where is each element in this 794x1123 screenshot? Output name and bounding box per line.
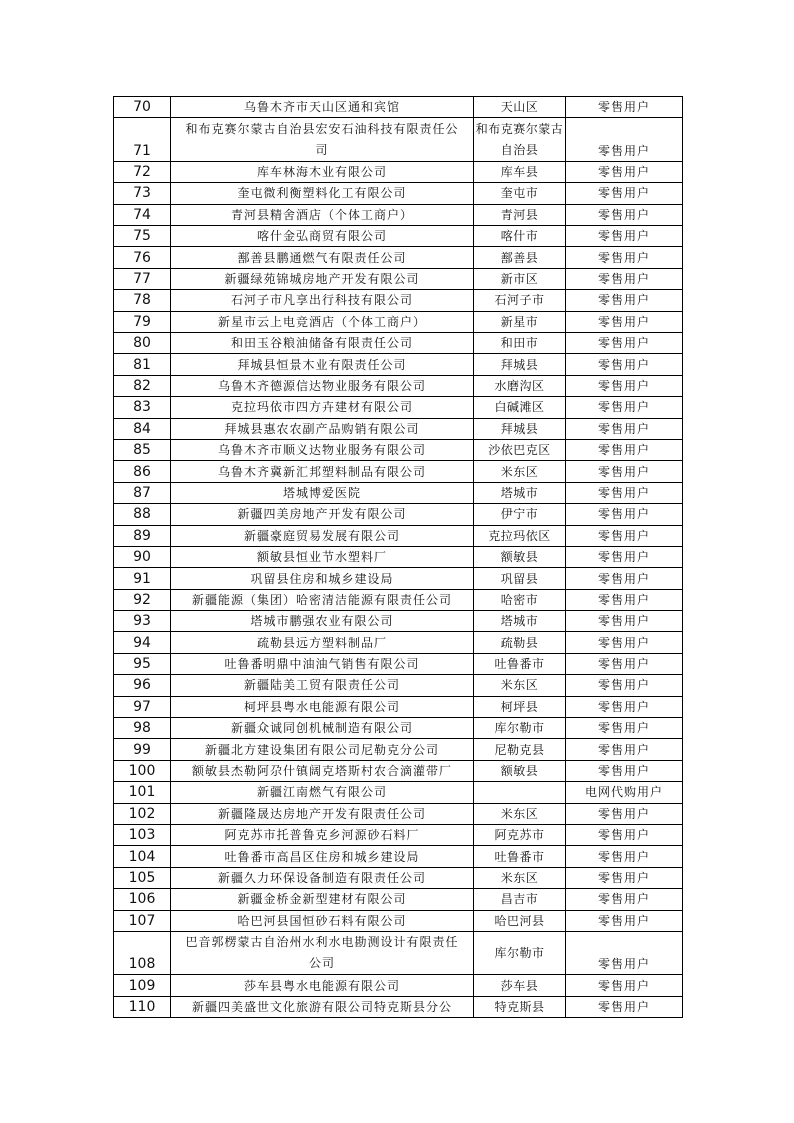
- user-type: 零售用户: [566, 931, 683, 975]
- company-name: 拜城县惠农农副产品购销有限公司: [171, 418, 474, 439]
- company-name: 塔城市鹏强农业有限公司: [171, 611, 474, 632]
- district: 疏勒县: [474, 632, 566, 653]
- row-number: 70: [114, 97, 171, 118]
- user-type: 零售用户: [566, 718, 683, 739]
- table-row: [114, 204, 683, 225]
- row-number: 86: [114, 461, 171, 482]
- user-type: 零售用户: [566, 183, 683, 204]
- table-row: [114, 525, 683, 546]
- user-type: 零售用户: [566, 97, 683, 118]
- company-name: 吐鲁番市高昌区住房和城乡建设局: [171, 846, 474, 867]
- district: 哈密市: [474, 589, 566, 610]
- company-name: 额敏县恒业节水塑料厂: [171, 546, 474, 567]
- district: 米东区: [474, 461, 566, 482]
- table-row: [114, 161, 683, 182]
- user-type: 零售用户: [566, 311, 683, 332]
- district: 特克斯县: [474, 996, 566, 1017]
- company-name: 新疆众诚同创机械制造有限公司: [171, 718, 474, 739]
- table-row: [114, 97, 683, 118]
- user-type: 零售用户: [566, 226, 683, 247]
- district: 克拉玛依区: [474, 525, 566, 546]
- user-type: 零售用户: [566, 846, 683, 867]
- user-list-body: [114, 97, 683, 1018]
- row-number: 71: [114, 118, 171, 162]
- user-type: 零售用户: [566, 568, 683, 589]
- user-type: 零售用户: [566, 611, 683, 632]
- table-row: [114, 803, 683, 824]
- company-name: 新疆陆美工贸有限责任公司: [171, 675, 474, 696]
- row-number: 89: [114, 525, 171, 546]
- company-name: 新疆江南燃气有限公司: [171, 782, 474, 803]
- row-number: 91: [114, 568, 171, 589]
- row-number: 107: [114, 910, 171, 931]
- table-row: [114, 183, 683, 204]
- user-type: 零售用户: [566, 589, 683, 610]
- company-name: 疏勒县远方塑料制品厂: [171, 632, 474, 653]
- user-list-table: [113, 96, 683, 1018]
- district: 和布克赛尔蒙古自治县: [474, 118, 566, 162]
- table-row: [114, 311, 683, 332]
- row-number: 77: [114, 268, 171, 289]
- district: 喀什市: [474, 226, 566, 247]
- table-row: [114, 825, 683, 846]
- district: 米东区: [474, 803, 566, 824]
- district: 哈巴河县: [474, 910, 566, 931]
- row-number: 76: [114, 247, 171, 268]
- user-type: 零售用户: [566, 354, 683, 375]
- district: 莎车县: [474, 975, 566, 996]
- row-number: 98: [114, 718, 171, 739]
- table-row: [114, 247, 683, 268]
- user-type: 零售用户: [566, 525, 683, 546]
- row-number: 101: [114, 782, 171, 803]
- district: 白碱滩区: [474, 397, 566, 418]
- row-number: 92: [114, 589, 171, 610]
- row-number: 93: [114, 611, 171, 632]
- company-name: 莎车县粤水电能源有限公司: [171, 975, 474, 996]
- user-type: 电网代购用户: [566, 782, 683, 803]
- district: 新市区: [474, 268, 566, 289]
- company-name: 吐鲁番明鼎中油油气销售有限公司: [171, 653, 474, 674]
- row-number: 110: [114, 996, 171, 1017]
- company-name: 喀什金弘商贸有限公司: [171, 226, 474, 247]
- table-row: [114, 226, 683, 247]
- district: 奎屯市: [474, 183, 566, 204]
- row-number: 95: [114, 653, 171, 674]
- district: 库尔勒市: [474, 931, 566, 975]
- table-row: [114, 611, 683, 632]
- row-number: 100: [114, 760, 171, 781]
- company-name: 和布克赛尔蒙古自治县宏安石油科技有限责任公司: [171, 118, 474, 162]
- table-row: [114, 568, 683, 589]
- district: 天山区: [474, 97, 566, 118]
- company-name: 克拉玛依市四方卉建材有限公司: [171, 397, 474, 418]
- district: 塔城市: [474, 611, 566, 632]
- row-number: 105: [114, 867, 171, 888]
- company-name: 塔城博爱医院: [171, 482, 474, 503]
- district: 青河县: [474, 204, 566, 225]
- table-row: [114, 910, 683, 931]
- district: 库车县: [474, 161, 566, 182]
- user-type: 零售用户: [566, 118, 683, 162]
- table-row: [114, 931, 683, 975]
- company-name: 巴音郭楞蒙古自治州水利水电勘测设计有限责任公司: [171, 931, 474, 975]
- company-name: 乌鲁木齐市顺义达物业服务有限公司: [171, 439, 474, 460]
- user-type: 零售用户: [566, 546, 683, 567]
- table-row: [114, 846, 683, 867]
- user-type: 零售用户: [566, 247, 683, 268]
- row-number: 108: [114, 931, 171, 975]
- company-name: 新疆北方建设集团有限公司尼勒克分公司: [171, 739, 474, 760]
- district: 和田市: [474, 333, 566, 354]
- company-name: 鄯善县鹏通燃气有限责任公司: [171, 247, 474, 268]
- row-number: 96: [114, 675, 171, 696]
- company-name: 乌鲁木齐市天山区通和宾馆: [171, 97, 474, 118]
- district: 米东区: [474, 867, 566, 888]
- user-type: 零售用户: [566, 910, 683, 931]
- user-type: 零售用户: [566, 632, 683, 653]
- user-type: 零售用户: [566, 204, 683, 225]
- table-row: [114, 632, 683, 653]
- table-row: [114, 718, 683, 739]
- district: 额敏县: [474, 546, 566, 567]
- company-name: 新疆绿苑锦城房地产开发有限公司: [171, 268, 474, 289]
- row-number: 90: [114, 546, 171, 567]
- company-name: 新疆金桥金新型建材有限公司: [171, 889, 474, 910]
- user-type: 零售用户: [566, 439, 683, 460]
- user-type: 零售用户: [566, 418, 683, 439]
- district: 尼勒克县: [474, 739, 566, 760]
- district: 水磨沟区: [474, 375, 566, 396]
- row-number: 83: [114, 397, 171, 418]
- table-row: [114, 461, 683, 482]
- user-type: 零售用户: [566, 825, 683, 846]
- company-name: 新疆四美房地产开发有限公司: [171, 504, 474, 525]
- table-row: [114, 333, 683, 354]
- user-type: 零售用户: [566, 975, 683, 996]
- row-number: 81: [114, 354, 171, 375]
- company-name: 柯坪县粤水电能源有限公司: [171, 696, 474, 717]
- row-number: 99: [114, 739, 171, 760]
- table-row: [114, 975, 683, 996]
- district: 新星市: [474, 311, 566, 332]
- district: 阿克苏市: [474, 825, 566, 846]
- user-type: 零售用户: [566, 675, 683, 696]
- district: 巩留县: [474, 568, 566, 589]
- district: 库尔勒市: [474, 718, 566, 739]
- district: 石河子市: [474, 290, 566, 311]
- table-row: [114, 118, 683, 162]
- table-row: [114, 375, 683, 396]
- company-name: 石河子市凡享出行科技有限公司: [171, 290, 474, 311]
- table-row: [114, 653, 683, 674]
- user-type: 零售用户: [566, 803, 683, 824]
- user-type: 零售用户: [566, 397, 683, 418]
- company-name: 乌鲁木齐冀新汇邦塑料制品有限公司: [171, 461, 474, 482]
- company-name: 新疆豪庭贸易发展有限公司: [171, 525, 474, 546]
- user-type: 零售用户: [566, 461, 683, 482]
- district: 伊宁市: [474, 504, 566, 525]
- user-type: 零售用户: [566, 482, 683, 503]
- row-number: 94: [114, 632, 171, 653]
- row-number: 79: [114, 311, 171, 332]
- row-number: 73: [114, 183, 171, 204]
- table-row: [114, 354, 683, 375]
- district: 塔城市: [474, 482, 566, 503]
- company-name: 巩留县住房和城乡建设局: [171, 568, 474, 589]
- table-row: [114, 482, 683, 503]
- district: 柯坪县: [474, 696, 566, 717]
- company-name: 青河县精舍酒店（个体工商户）: [171, 204, 474, 225]
- table-row: [114, 760, 683, 781]
- table-row: [114, 889, 683, 910]
- table-row: [114, 589, 683, 610]
- row-number: 106: [114, 889, 171, 910]
- district: 鄯善县: [474, 247, 566, 268]
- table-row: [114, 439, 683, 460]
- row-number: 75: [114, 226, 171, 247]
- table-row: [114, 739, 683, 760]
- table-row: [114, 867, 683, 888]
- user-type: 零售用户: [566, 333, 683, 354]
- company-name: 新疆能源（集团）哈密清洁能源有限责任公司: [171, 589, 474, 610]
- district: 吐鲁番市: [474, 653, 566, 674]
- user-type: 零售用户: [566, 760, 683, 781]
- user-type: 零售用户: [566, 504, 683, 525]
- company-name: 新疆久力环保设备制造有限责任公司: [171, 867, 474, 888]
- row-number: 87: [114, 482, 171, 503]
- table-row: [114, 504, 683, 525]
- table-row: [114, 418, 683, 439]
- table-row: [114, 675, 683, 696]
- row-number: 78: [114, 290, 171, 311]
- company-name: 额敏县杰勒阿尕什镇阔克塔斯村农合滴灌带厂: [171, 760, 474, 781]
- district: 吐鲁番市: [474, 846, 566, 867]
- row-number: 109: [114, 975, 171, 996]
- row-number: 103: [114, 825, 171, 846]
- row-number: 102: [114, 803, 171, 824]
- company-name: 奎屯微利衡塑料化工有限公司: [171, 183, 474, 204]
- user-type: 零售用户: [566, 290, 683, 311]
- company-name: 阿克苏市托普鲁克乡河源砂石料厂: [171, 825, 474, 846]
- row-number: 84: [114, 418, 171, 439]
- table-row: [114, 696, 683, 717]
- row-number: 80: [114, 333, 171, 354]
- district: 昌吉市: [474, 889, 566, 910]
- user-type: 零售用户: [566, 268, 683, 289]
- company-name: 新疆隆晟达房地产开发有限责任公司: [171, 803, 474, 824]
- table-row: [114, 290, 683, 311]
- row-number: 72: [114, 161, 171, 182]
- user-type: 零售用户: [566, 375, 683, 396]
- row-number: 88: [114, 504, 171, 525]
- table-row: [114, 268, 683, 289]
- company-name: 新疆四美盛世文化旅游有限公司特克斯县分公: [171, 996, 474, 1017]
- table-row: [114, 996, 683, 1017]
- user-type: 零售用户: [566, 996, 683, 1017]
- company-name: 和田玉谷粮油储备有限责任公司: [171, 333, 474, 354]
- table-row: [114, 782, 683, 803]
- row-number: 104: [114, 846, 171, 867]
- user-type: 零售用户: [566, 653, 683, 674]
- district: 沙依巴克区: [474, 439, 566, 460]
- user-type: 零售用户: [566, 161, 683, 182]
- user-type: 零售用户: [566, 696, 683, 717]
- district: 拜城县: [474, 418, 566, 439]
- user-type: 零售用户: [566, 867, 683, 888]
- user-type: 零售用户: [566, 739, 683, 760]
- row-number: 97: [114, 696, 171, 717]
- district: 拜城县: [474, 354, 566, 375]
- table-row: [114, 397, 683, 418]
- table-row: [114, 546, 683, 567]
- district: [474, 782, 566, 803]
- row-number: 82: [114, 375, 171, 396]
- user-type: 零售用户: [566, 889, 683, 910]
- district: 额敏县: [474, 760, 566, 781]
- company-name: 库车林海木业有限公司: [171, 161, 474, 182]
- company-name: 新星市云上电竞酒店（个体工商户）: [171, 311, 474, 332]
- row-number: 74: [114, 204, 171, 225]
- company-name: 哈巴河县国恒砂石料有限公司: [171, 910, 474, 931]
- company-name: 拜城县恒景木业有限责任公司: [171, 354, 474, 375]
- company-name: 乌鲁木齐德源信达物业服务有限公司: [171, 375, 474, 396]
- district: 米东区: [474, 675, 566, 696]
- row-number: 85: [114, 439, 171, 460]
